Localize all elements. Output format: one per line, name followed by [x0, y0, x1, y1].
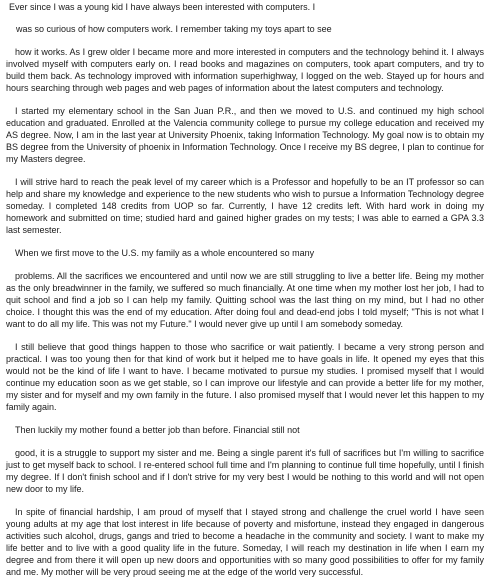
paragraph-1: Ever since I was a young kid I have always been interested with computers. I: [9, 2, 316, 12]
paragraph-2: was so curious of how computers work. I remember taking my toys apart to see: [16, 24, 332, 34]
paragraph-gap: [6, 259, 484, 270]
paragraph-11: In spite of financial hardship, I am proud of myself that I stayed strong and challenge the cruel world I have seen young adults at my age that lost interest in life because of poverty and misfortune, instead they engaged in dangerous activities such alcohol, drugs, gangs and tried to become a headache in the community and society. I want to make my life better and to live with a good quality life in the future. Someday, I will reach my destination in life when I earn my degree and from there it will open up new doors and opportunities with so many good possibilities to offer for my family and me. My mother will be very proud seeing me at the edge of the world very successful.: [6, 507, 484, 577]
essay-document: [6, 1, 484, 578]
paragraph-gap: [6, 413, 484, 424]
paragraph-gap: [6, 94, 484, 105]
paragraph-8: I still believe that good things happen to those who sacrifice or wait patiently. I became a very strong person and practical. I was too young then for that kind of work but it helped me to have goals in life. It opened my eyes that this would not be the kind of life I want to have. I became motivated to pursue my studies. I promised myself that I would continue my education soon as we get stable, so I can improve our lifestyle and can provide a better life for my mother, my sister and for myself and my own family in the future. I also promised myself that I would never let this happen to my family again.: [6, 342, 484, 412]
paragraph-gap: [6, 330, 484, 341]
paragraph-3: how it works. As I grew older I became more and more interested in computers and the technology behind it. I always involved myself with computers early on. I read books and magazines on computers, took apart computers, and try to build them back. As technology improved with information superhighway, I logged on the web. Stayed up for hours and hours searching through web pages and web pages of information about the latest computers and technology.: [6, 47, 484, 93]
paragraph-gap: [6, 236, 484, 247]
paragraph-gap: [6, 165, 484, 176]
paragraph-gap: [6, 13, 484, 23]
paragraph-gap: [6, 35, 484, 46]
paragraph-10: good, it is a struggle to support my sister and me. Being a single parent it's full of sacrifices but I'm willing to sacrifice just to get myself back to school. I re-entered school full time and I'm planning to continue full time hopefully, until I finish my degree. If I don't finish school and if I don't strive for my very best I would be nothing to this world and will not open new door to my life.: [6, 448, 484, 494]
paragraph-gap: [6, 495, 484, 506]
paragraph-4: I started my elementary school in the San Juan P.R., and then we moved to U.S. and continued my high school education and graduated. Enrolled at the Valencia community college to pursue my college education and received my AS degree. Now, I am in the last year at University Phoenix, taking Information Technology. My goal now is to obtain my BS degree from the University of phoenix in Information Technology. Once I receive my BS degree, I plan to continue for my Masters degree.: [6, 106, 484, 164]
paragraph-6: When we first move to the U.S. my family as a whole encountered so many: [15, 248, 315, 258]
paragraph-9: Then luckily my mother found a better job than before. Financial still not: [15, 425, 300, 435]
paragraph-5: I will strive hard to reach the peak level of my career which is a Professor and hopefully to be an IT professor so can help and share my knowledge and experience to the new students who wish to pursue a Information Technology degree someday. I completed 148 credits from UOP so far. Currently, I have 12 credits left. With hard work in doing my homework and submitted on time; studied hard and gained higher grades on my tests; I was able to earned a GPA 3.3 last semester.: [6, 177, 484, 235]
paragraph-7: problems. All the sacrifices we encountered and until now we are still struggling to live a better life. Being my mother as the only breadwinner in the family, we suffered so much financially. At one time when my mother lost her job, I had to quit school and find a job so I can help my family. Quitting school was the last thing on my mind, but I had no other choice. I thought this was the end of my education. After doing foul and dead-end jobs I told myself; "This is not what I want to do all my life. This was not my Future." I would never give up until I am somebody someday.: [6, 271, 484, 329]
paragraph-gap: [6, 436, 484, 447]
